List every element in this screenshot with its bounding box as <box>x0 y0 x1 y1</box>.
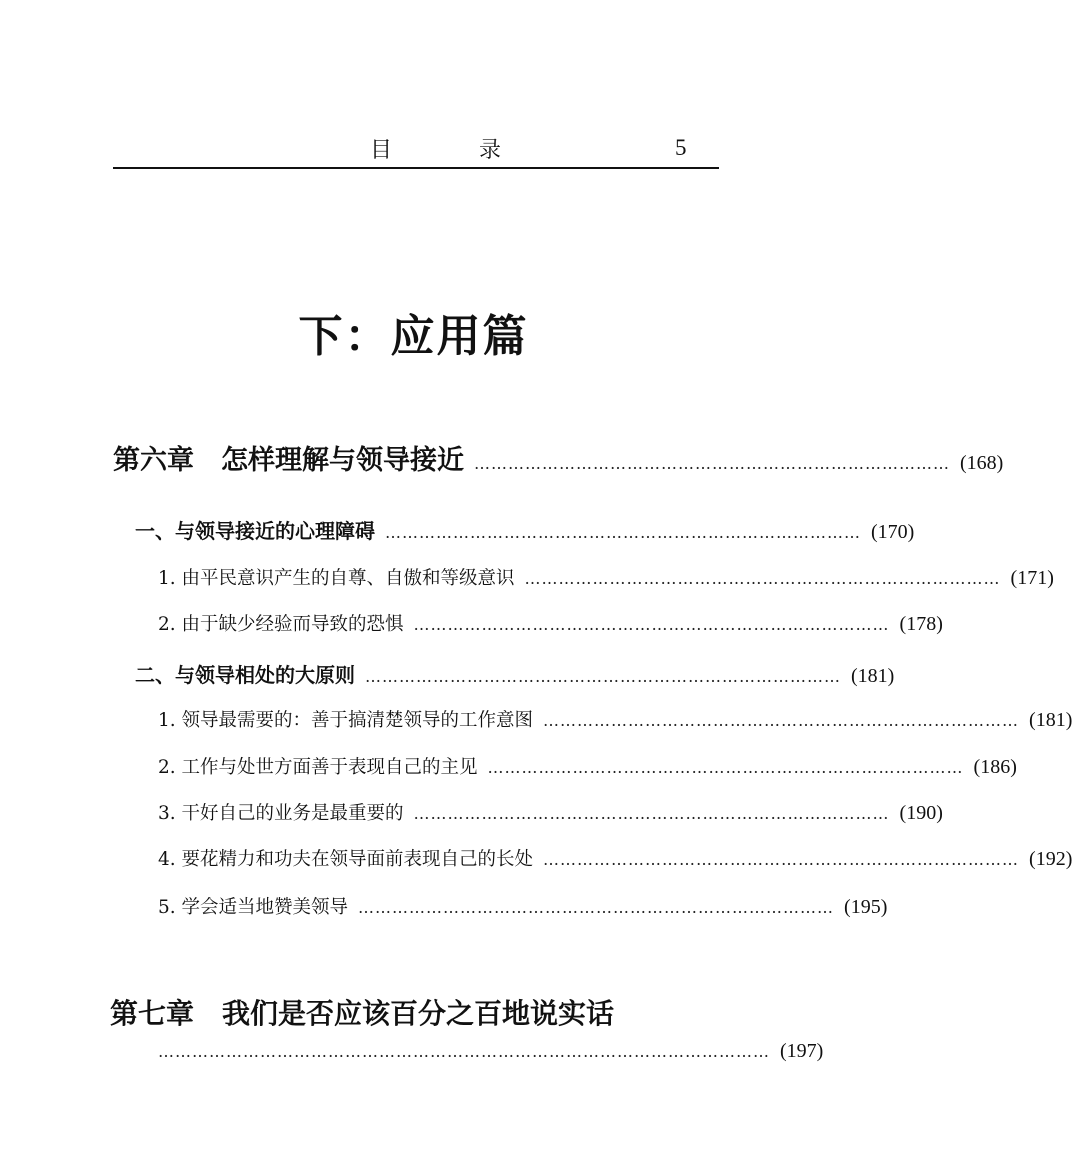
dot-leader: ………………………………………………………………………… <box>385 523 861 542</box>
item-title: 3. 干好自己的业务是最重要的 <box>158 803 404 824</box>
header-rule <box>113 167 719 169</box>
section-title: 二、与领导相处的大原则 <box>135 663 355 687</box>
toc-item[interactable] <box>158 706 1072 732</box>
toc-item[interactable] <box>158 753 1017 779</box>
item-title: 5. 学会适当地赞美领导 <box>158 897 349 918</box>
item-title: 2. 工作与处世方面善于表现自己的主见 <box>158 757 478 778</box>
dot-leader: ………………………………………………………………………… <box>543 711 1020 730</box>
toc-item[interactable] <box>158 799 943 825</box>
chapter-page: (197) <box>780 1040 824 1062</box>
toc-chapter-6[interactable] <box>113 438 1004 477</box>
toc-item[interactable] <box>158 845 1072 871</box>
chapter-page: (168) <box>960 452 1004 474</box>
page-number: 5 <box>675 135 687 160</box>
toc-item[interactable] <box>158 893 888 919</box>
part-title: 下：应用篇 <box>298 311 529 362</box>
section-page: (170) <box>871 521 915 543</box>
section-page: (181) <box>851 665 895 687</box>
header-title: 目 录 <box>370 138 541 163</box>
dot-leader: ………………………………………………………………………… <box>365 667 841 686</box>
item-page: (195) <box>844 896 888 918</box>
item-page: (192) <box>1029 848 1072 870</box>
toc-chapter-7-leader[interactable] <box>158 1040 824 1063</box>
item-title: 1. 由平民意识产生的自尊、自傲和等级意识 <box>158 568 515 589</box>
toc-section-1[interactable] <box>135 515 915 544</box>
dot-leader: ………………………………………………………………………… <box>487 758 964 777</box>
section-title: 一、与领导接近的心理障碍 <box>135 519 375 543</box>
item-page: (190) <box>899 802 943 824</box>
item-title: 4. 要花精力和功夫在领导面前表现自己的长处 <box>158 849 534 870</box>
dot-leader: ………………………………………………………………………… <box>474 454 950 473</box>
item-page: (178) <box>899 613 943 635</box>
item-title: 1. 领导最需要的：善于搞清楚领导的工作意图 <box>158 710 534 731</box>
dot-leader: ………………………………………………………………………… <box>413 804 890 823</box>
dot-leader: ……………………………………………………………………………………………… <box>158 1042 770 1061</box>
running-header <box>0 0 827 175</box>
dot-leader: ………………………………………………………………………… <box>413 615 890 634</box>
toc-item[interactable] <box>158 564 1054 590</box>
dot-leader: ………………………………………………………………………… <box>358 898 835 917</box>
item-page: (171) <box>1010 567 1054 589</box>
dot-leader: ………………………………………………………………………… <box>524 569 1001 588</box>
item-page: (181) <box>1029 709 1072 731</box>
dot-leader: ………………………………………………………………………… <box>543 850 1020 869</box>
chapter-title: 第六章 怎样理解与领导接近 <box>113 445 464 476</box>
item-page: (186) <box>973 756 1017 778</box>
toc-section-2[interactable] <box>135 659 895 688</box>
toc-item[interactable] <box>158 610 943 636</box>
toc-chapter-7-title[interactable]: 第七章 我们是否应该百分之百地说实话 <box>110 997 615 1030</box>
item-title: 2. 由于缺少经验而导致的恐惧 <box>158 614 404 635</box>
